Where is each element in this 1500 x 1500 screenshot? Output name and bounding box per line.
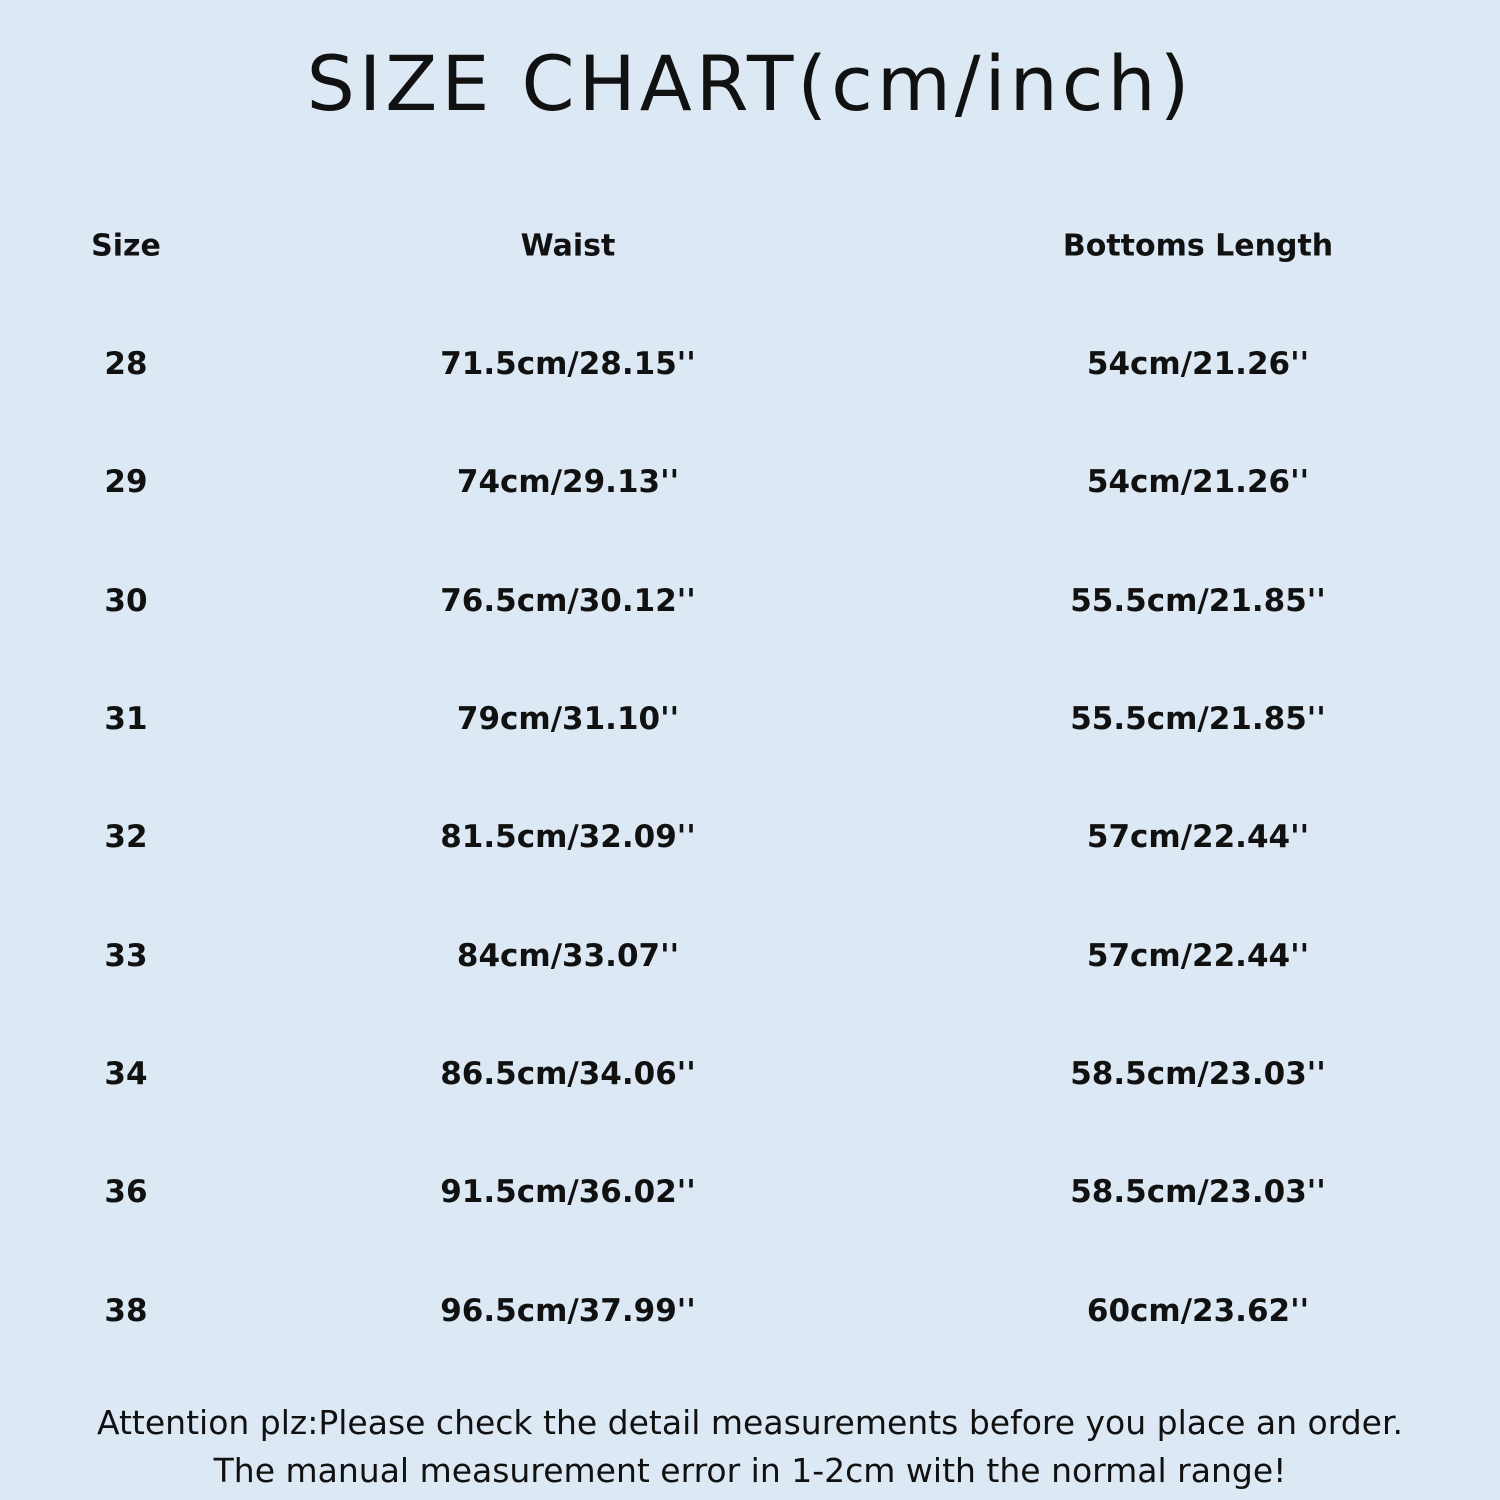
page-title: SIZE CHART(cm/inch) bbox=[306, 39, 1194, 128]
size-cell: 29 bbox=[104, 464, 148, 500]
length-cell: 54cm/21.26'' bbox=[1086, 464, 1310, 500]
waist-cell: 84cm/33.07'' bbox=[456, 938, 680, 974]
waist-cell: 71.5cm/28.15'' bbox=[440, 346, 696, 382]
header-waist: Waist bbox=[520, 228, 616, 264]
attention-note: Attention plz:Please check the detail measurements before you place an order. bbox=[97, 1403, 1403, 1442]
waist-cell: 76.5cm/30.12'' bbox=[440, 583, 696, 619]
length-cell: 60cm/23.62'' bbox=[1086, 1293, 1310, 1329]
size-cell: 33 bbox=[104, 938, 148, 974]
waist-cell: 86.5cm/34.06'' bbox=[440, 1056, 696, 1092]
size-cell: 30 bbox=[104, 583, 148, 619]
waist-cell: 91.5cm/36.02'' bbox=[440, 1174, 696, 1210]
waist-cell: 79cm/31.10'' bbox=[456, 701, 680, 737]
length-cell: 57cm/22.44'' bbox=[1086, 819, 1310, 855]
length-cell: 55.5cm/21.85'' bbox=[1070, 701, 1326, 737]
size-cell: 28 bbox=[104, 346, 148, 382]
length-cell: 58.5cm/23.03'' bbox=[1070, 1056, 1326, 1092]
length-cell: 57cm/22.44'' bbox=[1086, 938, 1310, 974]
size-cell: 36 bbox=[104, 1174, 148, 1210]
size-cell: 31 bbox=[104, 701, 148, 737]
waist-cell: 96.5cm/37.99'' bbox=[440, 1293, 696, 1329]
header-bottoms-length: Bottoms Length bbox=[1062, 228, 1334, 264]
size-cell: 34 bbox=[104, 1056, 148, 1092]
length-cell: 54cm/21.26'' bbox=[1086, 346, 1310, 382]
length-cell: 55.5cm/21.85'' bbox=[1070, 583, 1326, 619]
waist-cell: 81.5cm/32.09'' bbox=[440, 819, 696, 855]
length-cell: 58.5cm/23.03'' bbox=[1070, 1174, 1326, 1210]
waist-cell: 74cm/29.13'' bbox=[456, 464, 680, 500]
size-cell: 38 bbox=[104, 1293, 148, 1329]
size-cell: 32 bbox=[104, 819, 148, 855]
header-size: Size bbox=[91, 228, 161, 264]
measurement-error-note: The manual measurement error in 1-2cm with the normal range! bbox=[213, 1451, 1287, 1490]
